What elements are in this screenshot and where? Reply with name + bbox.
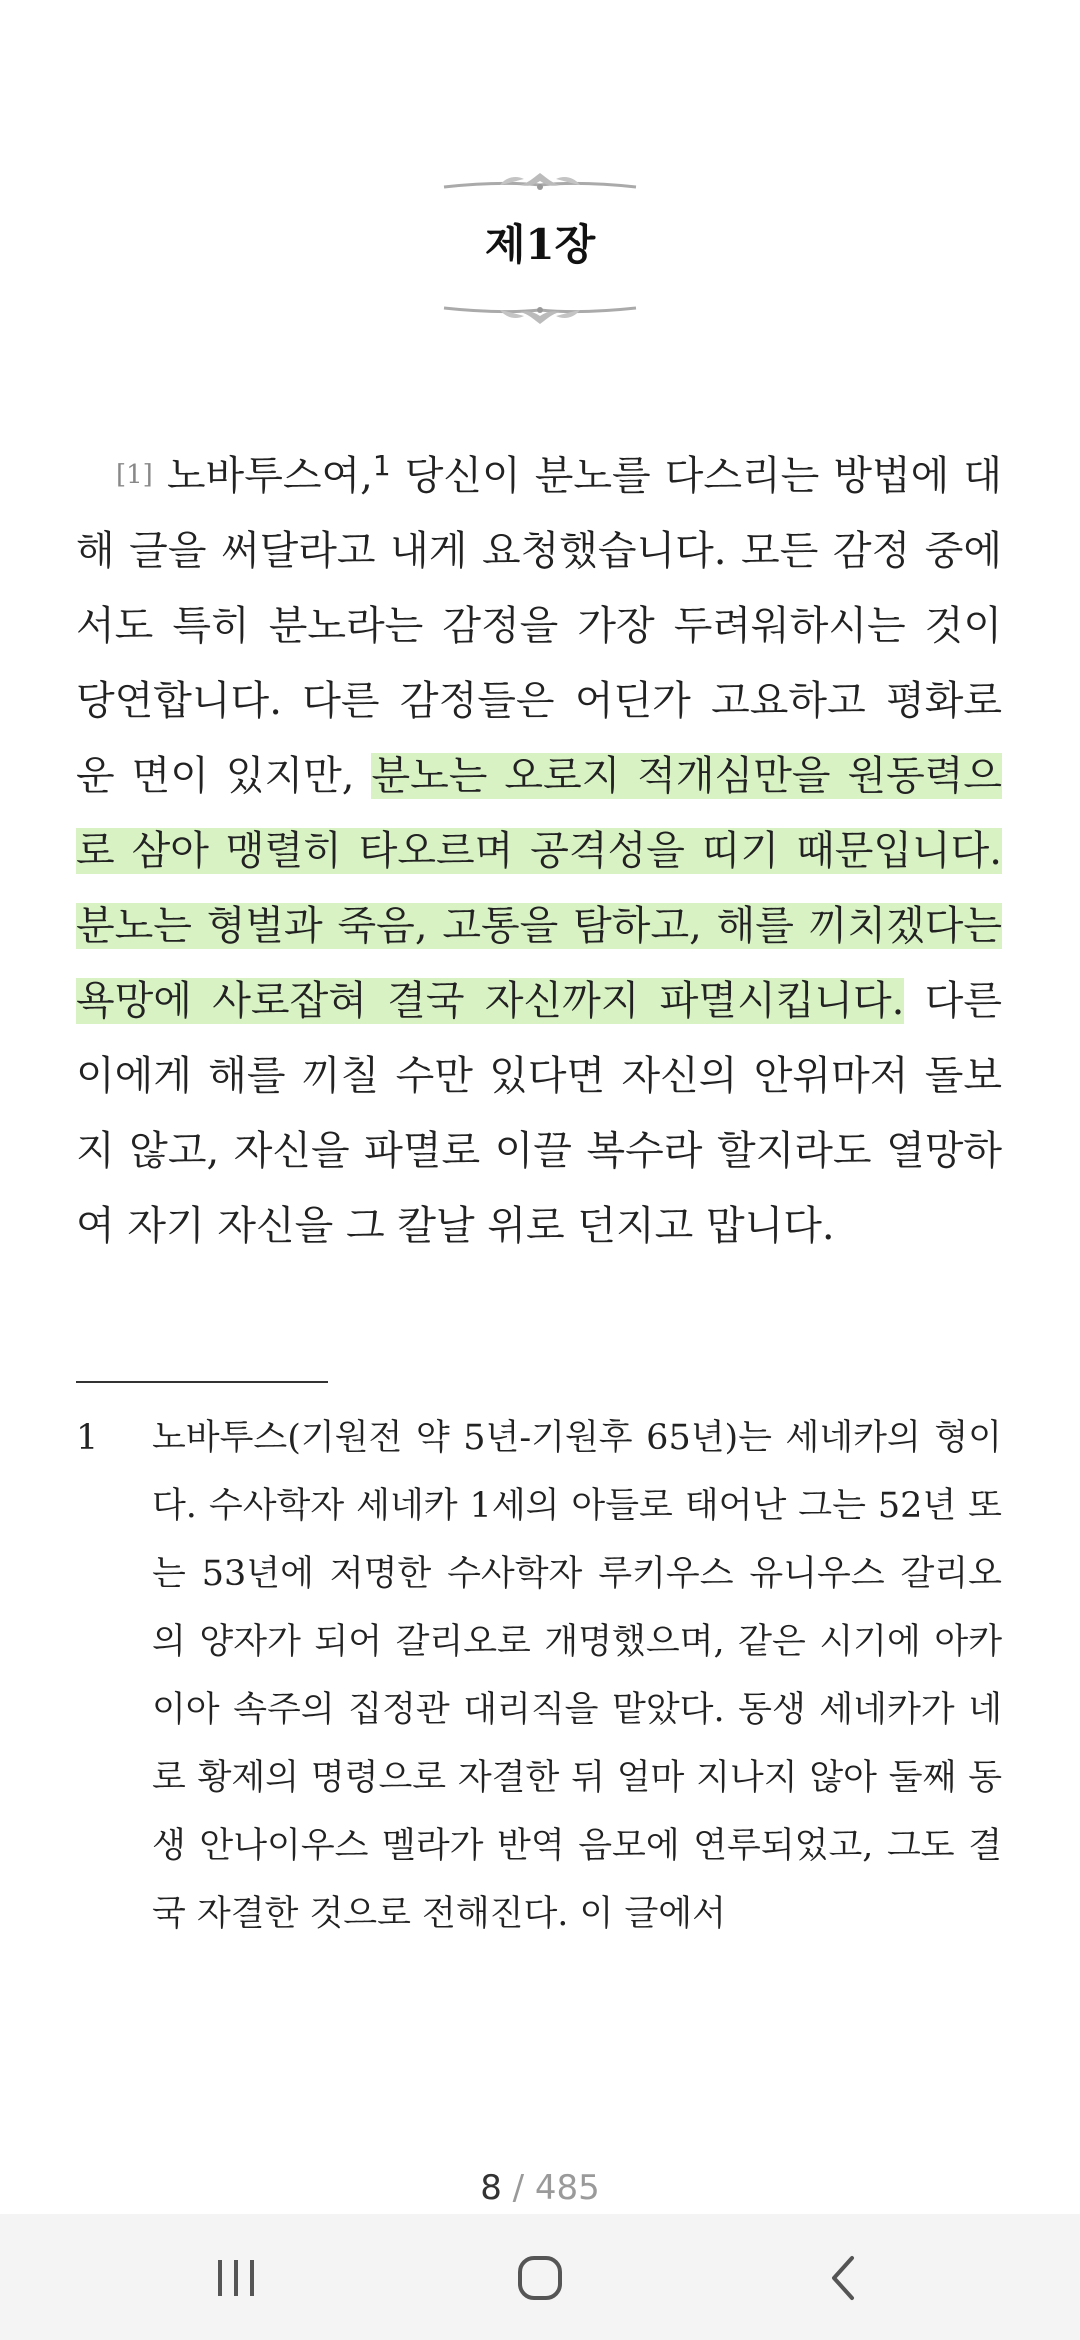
back-icon	[782, 2242, 902, 2314]
paragraph-text-continued: 당신이 분노를 다스리는 방법에 대해 글을 써달라고 내게 요청했습니다. 모든 감정 중에서도 특히 분노라는 감정을 가장 두려워하시는 것이 당연합니다. 다른 감정들은 어딘가 고요하고 평화로운 면이 있지만,	[76, 453, 1002, 799]
page-separator: /	[501, 2168, 535, 2208]
page-indicator	[0, 2168, 1080, 2208]
chapter-title: 제1장	[484, 220, 596, 269]
system-navigation-bar	[0, 2214, 1080, 2340]
body-paragraph[interactable]	[76, 428, 1002, 1264]
paragraph-number-marker[interactable]: [1]	[116, 460, 153, 490]
home-icon	[480, 2242, 600, 2314]
footnote-number: 1	[76, 1418, 99, 1458]
footnote-divider	[76, 1381, 328, 1383]
footnote-text: 노바투스(기원전 약 5년-기원후 65년)는 세네카의 형이다. 수사학자 세네카 1세의 아들로 태어난 그는 52년 또는 53년에 저명한 수사학자 루키우스 유니우스 갈리오의 양자가 되어 갈리오로 개명했으며, 같은 시기에 아카이아 속주의 집정관 대리직을 맡았다. 동생 세네카가 네로 황제의 명령으로 자결한 뒤 얼마 지나지 않아 둘째 동생 안나이우스 멜라가 반역 음모에 연루되었고, 그도 결국 자결한 것으로 전해진다. 이 글에서	[152, 1418, 1002, 1934]
recent-apps-icon	[176, 2242, 296, 2314]
paragraph-text-end: 다른 이에게 해를 끼칠 수만 있다면 자신의 안위마저 돌보지 않고, 자신을 파멸로 이끌 복수라 할지라도 열망하여 자기 자신을 그 칼날 위로 던지고 맙니다.	[76, 978, 1003, 1249]
current-page-number: 8	[480, 2168, 502, 2208]
top-ornament	[440, 165, 640, 205]
highlighted-text[interactable]: 분노는 오로지 적개심만을 원동력으로 삼아 맹렬히 타오르며 공격성을 띠기 때문입니다. 분노는 형벌과 죽음, 고통을 탐하고, 해를 끼치겠다는 욕망에 사로잡혀 결국 자신까지 파멸시킵니다.	[76, 753, 1003, 1024]
back-button[interactable]	[782, 2242, 902, 2314]
total-page-count: 485	[534, 2168, 600, 2208]
recent-apps-button[interactable]	[176, 2242, 296, 2314]
paragraph-text-start: 노바투스여,	[166, 453, 373, 499]
bottom-ornament	[440, 290, 640, 330]
home-button[interactable]	[480, 2242, 600, 2314]
footnote-reference-link[interactable]: 1	[372, 449, 391, 482]
footnote	[76, 1404, 1002, 1948]
